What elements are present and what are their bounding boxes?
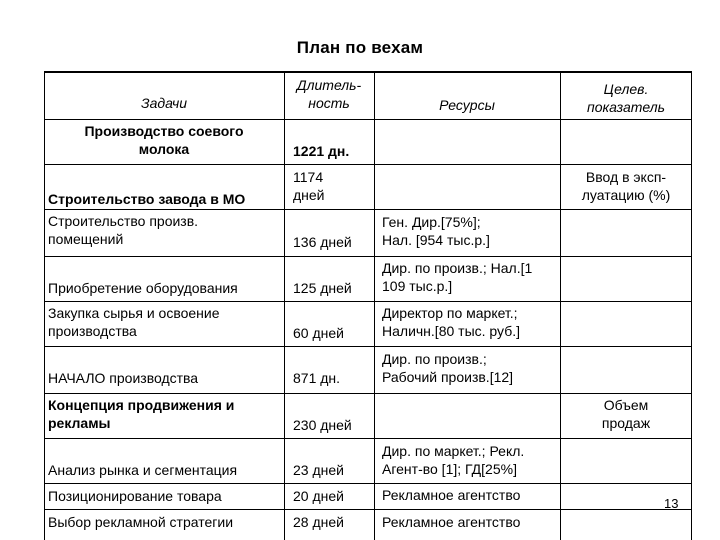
target-cell: Объем <box>603 397 649 413</box>
task-cell: Строительство произв. <box>48 213 199 229</box>
table-right-border <box>691 71 692 540</box>
resource-cell: Наличн.[80 тыс. руб.] <box>382 323 520 339</box>
row-divider <box>44 209 692 210</box>
header-target-line2: показатель <box>587 99 665 115</box>
column-divider-1 <box>284 71 285 540</box>
duration-cell: 1221 дн. <box>293 143 350 159</box>
resource-cell: Дир. по произв.; Нал.[1 <box>382 260 533 276</box>
header-target-line1: Целев. <box>603 81 649 97</box>
header-tasks: Задачи <box>141 95 187 111</box>
task-cell: Строительство завода в МО <box>48 191 246 207</box>
resource-cell: Ген. Дир.[75%]; <box>382 214 481 230</box>
column-divider-3 <box>560 71 561 540</box>
duration-cell: 125 дней <box>293 280 352 296</box>
target-cell: луатацию (%) <box>581 187 671 203</box>
duration-cell: 20 дней <box>293 488 344 504</box>
resource-cell: Нал. [954 тыс.р.] <box>382 232 490 248</box>
duration-cell: 136 дней <box>293 234 352 250</box>
task-cell: Позиционирование товара <box>48 488 222 504</box>
row-divider <box>44 509 692 510</box>
resource-cell: Рекламное агентство <box>382 487 521 503</box>
row-divider <box>44 119 692 120</box>
task-cell: помещений <box>48 231 124 247</box>
task-cell: НАЧАЛО производства <box>48 370 199 386</box>
duration-cell: 1174 <box>293 169 324 185</box>
resource-cell: Рекламное агентство <box>382 514 521 530</box>
duration-cell: 230 дней <box>293 417 352 433</box>
resource-cell: Рабочий произв.[12] <box>382 369 514 385</box>
resource-cell: Дир. по произв.; <box>382 351 487 367</box>
row-divider <box>44 301 692 302</box>
row-divider <box>44 483 692 484</box>
row-divider <box>44 346 692 347</box>
target-cell: продаж <box>601 415 651 431</box>
row-divider <box>44 438 692 439</box>
header-duration-line1: Длитель- <box>296 77 362 93</box>
resource-cell: Директор по маркет.; <box>382 305 518 321</box>
task-cell: Приобретение оборудования <box>48 280 238 296</box>
resource-cell: Агент-во [1]; ГД[25%] <box>382 461 517 477</box>
row-divider <box>44 256 692 257</box>
header-duration-line2: ность <box>308 95 350 111</box>
task-cell: Выбор рекламной стратегии <box>48 514 234 530</box>
task-cell: Анализ рынка и сегментация <box>48 462 238 478</box>
resource-cell: 109 тыс.р.] <box>382 278 453 294</box>
task-cell: рекламы <box>48 415 111 431</box>
table-top-border <box>44 71 692 73</box>
task-cell: Производство соевого <box>84 123 244 139</box>
task-cell: молока <box>138 141 190 157</box>
duration-cell: дней <box>293 187 325 203</box>
task-cell: производства <box>48 323 137 339</box>
page-number: 13 <box>664 496 679 511</box>
duration-cell: 28 дней <box>293 514 344 530</box>
task-cell: Закупка сырья и освоение <box>48 305 220 321</box>
page-title: План по вехам <box>296 38 424 57</box>
target-cell: Ввод в эксп- <box>585 169 667 185</box>
duration-cell: 23 дней <box>293 462 344 478</box>
column-divider-2 <box>374 71 375 540</box>
row-divider <box>44 393 692 394</box>
table-left-border <box>44 71 45 540</box>
task-cell: Концепция продвижения и <box>48 397 235 413</box>
duration-cell: 871 дн. <box>293 370 341 386</box>
resource-cell: Дир. по маркет.; Рекл. <box>382 443 525 459</box>
row-divider <box>44 164 692 165</box>
header-resources: Ресурсы <box>439 97 495 113</box>
duration-cell: 60 дней <box>293 325 344 341</box>
